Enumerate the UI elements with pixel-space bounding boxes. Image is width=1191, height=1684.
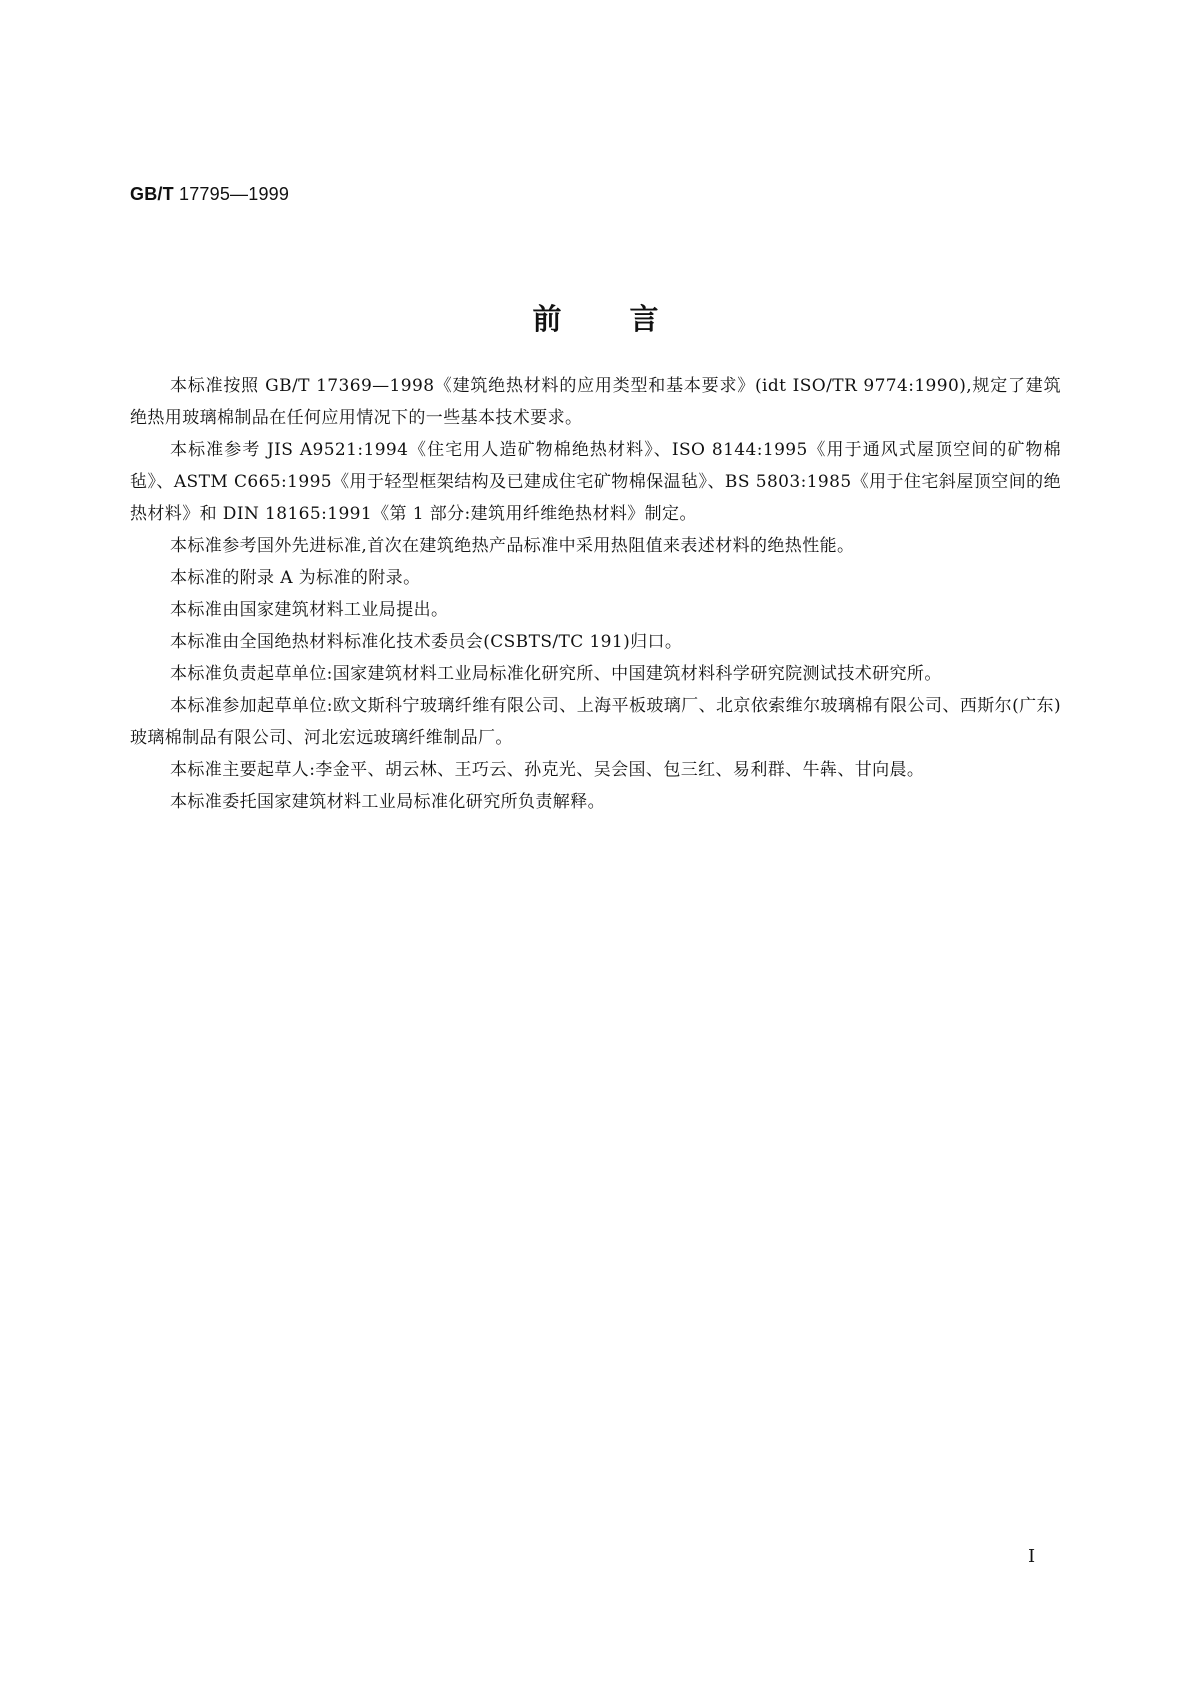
paragraph-reference-standard: 本标准按照 GB/T 17369—1998《建筑绝热材料的应用类型和基本要求》(idt ISO/TR 9774:1990),规定了建筑绝热用玻璃棉制品在任何应用情况下的一些基本技术要求。	[130, 376, 1061, 428]
page-title: 前言	[532, 302, 727, 336]
paragraph-centralized-by: 本标准由全国绝热材料标准化技术委员会(CSBTS/TC 191)归口。	[170, 632, 683, 652]
paragraph-drafters: 本标准主要起草人:李金平、胡云林、王巧云、孙克光、吴会国、包三红、易利群、牛犇、甘向晨。	[170, 760, 925, 780]
page-number: I	[1028, 1546, 1036, 1567]
paragraph-drafting-unit: 本标准负责起草单位:国家建筑材料工业局标准化研究所、中国建筑材料科学研究院测试技术研究所。	[170, 664, 942, 684]
paragraph-appendix: 本标准的附录 A 为标准的附录。	[170, 568, 421, 588]
standard-code: GB/T	[130, 184, 174, 204]
paragraph-referenced-documents: 本标准参考 JIS A9521:1994《住宅用人造矿物棉绝热材料》、ISO 8144:1995《用于通风式屋顶空间的矿物棉毡》、ASTM C665:1995《用于轻型框架结构及已建成住宅矿物棉保温毡》、BS 5803:1985《用于住宅斜屋顶空间的绝热材料》和 DIN 18165:1991《第 1 部分:建筑用纤维绝热材料》制定。	[130, 440, 1061, 524]
paragraph-thermal-resistance: 本标准参考国外先进标准,首次在建筑绝热产品标准中采用热阻值来表述材料的绝热性能。	[170, 536, 855, 556]
standard-number-value: 17795—1999	[179, 184, 290, 204]
standard-number	[130, 183, 289, 205]
paragraph-proposed-by: 本标准由国家建筑材料工业局提出。	[170, 600, 449, 620]
paragraph-interpretation: 本标准委托国家建筑材料工业局标准化研究所负责解释。	[170, 792, 605, 812]
paragraph-participating-units: 本标准参加起草单位:欧文斯科宁玻璃纤维有限公司、上海平板玻璃厂、北京依索维尔玻璃棉有限公司、西斯尔(广东)玻璃棉制品有限公司、河北宏远玻璃纤维制品厂。	[130, 696, 1061, 748]
document-body	[130, 370, 1061, 818]
